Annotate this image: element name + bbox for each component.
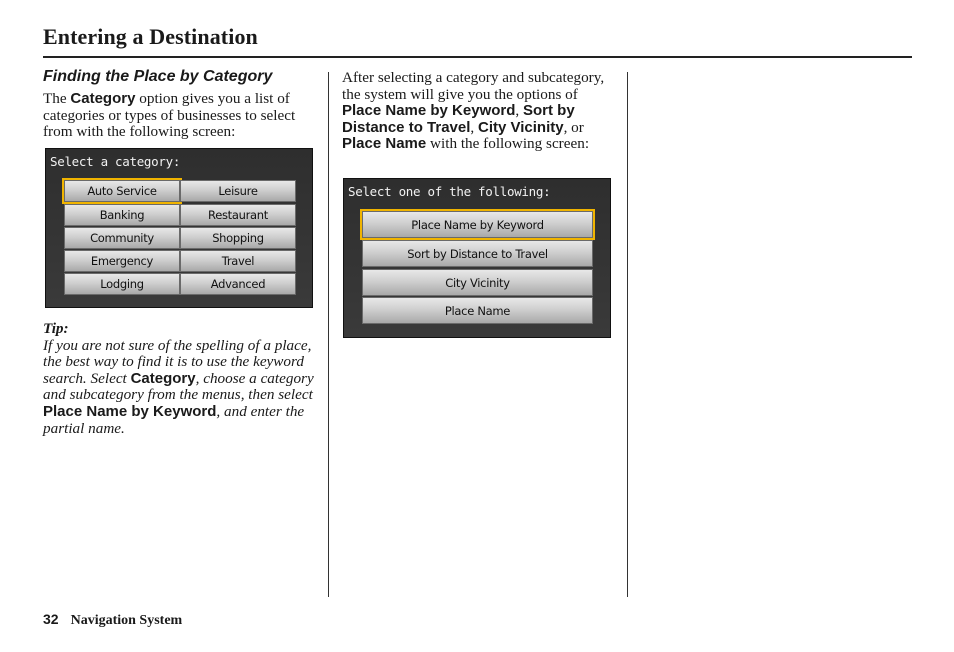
category-screen: [45, 148, 313, 308]
footer-section: Navigation System: [70, 613, 183, 628]
category-button-advanced[interactable]: Advanced: [180, 273, 296, 295]
search-method-screen: [343, 178, 611, 338]
category-button-emergency[interactable]: Emergency: [64, 250, 180, 272]
intro-text-pre: The: [43, 90, 71, 107]
options-sep-3: , or: [563, 118, 584, 136]
method-button-place-name-by-keyword[interactable]: Place Name by Keyword: [362, 211, 593, 238]
tip-keyword-category: Category: [130, 369, 196, 387]
category-button-shopping[interactable]: Shopping: [180, 227, 296, 249]
options-text-1: After selecting a category and subcategory, the system will give you the options of: [342, 69, 605, 103]
option-sort-by-distance: Sort by Distance to Travel: [342, 102, 575, 136]
right-column: [342, 70, 612, 153]
options-paragraph: [342, 70, 612, 153]
search-method-screen-title: Select one of the following:: [348, 184, 551, 199]
tip-label: Tip:: [43, 320, 69, 337]
method-button-city-vicinity[interactable]: City Vicinity: [362, 269, 593, 296]
option-place-name-by-keyword: Place Name by Keyword: [342, 102, 516, 120]
page-number: 32: [43, 611, 59, 627]
tip-text-2: , choose a category and subcategory from the menus, then select: [43, 369, 314, 404]
tip-keyword-place-name-by-keyword: Place Name by Keyword: [43, 402, 217, 420]
category-button-auto-service[interactable]: Auto Service: [64, 180, 180, 202]
method-button-sort-by-distance[interactable]: Sort by Distance to Travel: [362, 240, 593, 267]
category-button-banking[interactable]: Banking: [64, 204, 180, 226]
intro-keyword-category: Category: [70, 90, 136, 107]
category-button-lodging[interactable]: Lodging: [64, 273, 180, 295]
title-rule: [43, 56, 912, 58]
tip-text-1: If you are not sure of the spelling of a place, the best way to find it is to use the keyword search. Select: [43, 336, 312, 387]
category-button-restaurant[interactable]: Restaurant: [180, 204, 296, 226]
category-button-community[interactable]: Community: [64, 227, 180, 249]
method-button-place-name[interactable]: Place Name: [362, 297, 593, 324]
intro-text-post: option gives you a list of categories or types of businesses to select from with the following screen:: [43, 90, 296, 141]
category-screen-title: Select a category:: [50, 154, 181, 169]
intro-paragraph: [43, 91, 321, 141]
category-button-leisure[interactable]: Leisure: [180, 180, 296, 202]
tip-text-3: , and enter the partial name.: [43, 402, 305, 437]
tip-text: [43, 338, 321, 438]
option-city-vicinity: City Vicinity: [477, 118, 564, 136]
options-text-2: with the following screen:: [426, 135, 590, 153]
page-title: Entering a Destination: [43, 24, 258, 49]
options-sep-1: ,: [515, 102, 524, 120]
category-button-travel[interactable]: Travel: [180, 250, 296, 272]
tip-block: [43, 321, 321, 437]
column-divider-left: [328, 72, 329, 597]
page-footer: [43, 611, 182, 629]
options-sep-2: ,: [470, 118, 478, 136]
option-place-name: Place Name: [342, 135, 427, 153]
section-title: Finding the Place by Category: [43, 68, 273, 85]
column-divider-right: [627, 72, 628, 597]
left-column: [43, 68, 321, 141]
